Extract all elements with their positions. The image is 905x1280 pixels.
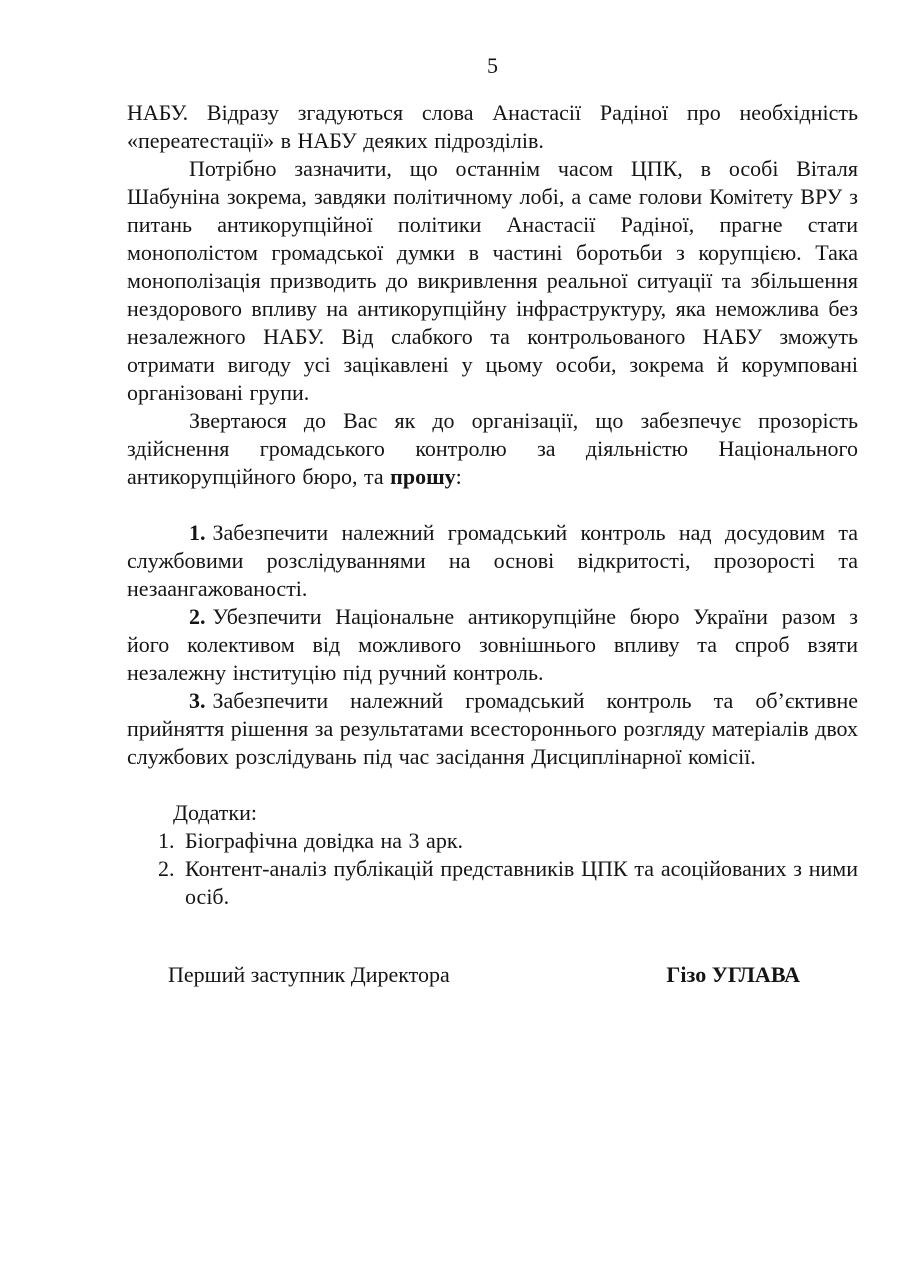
demand-item bbox=[127, 603, 858, 687]
demand-item bbox=[127, 519, 858, 603]
attachment-text: Біографічна довідка на 3 арк. bbox=[185, 828, 464, 853]
signature-title: Перший заступник Директора bbox=[168, 962, 450, 987]
appeal-colon: : bbox=[455, 464, 462, 489]
paragraph-appeal bbox=[127, 407, 858, 491]
attachment-item bbox=[127, 827, 858, 855]
signature-name: Гізо УГЛАВА bbox=[666, 962, 800, 987]
attachment-number: 2. bbox=[158, 856, 175, 881]
appeal-bold-word: прошу bbox=[390, 464, 456, 489]
demand-text: Забезпечити належний громадський контроль та об’єктивне прийняття рішення за результатами всестороннього розгляду матеріалів двох службових розслідувань під час засідання Дисциплінарної комісії. bbox=[127, 688, 859, 769]
attachments-section bbox=[127, 799, 858, 911]
blank-line bbox=[127, 491, 858, 519]
attachment-text: Контент-аналіз публікацій представників ЦПК та асоційованих з ними осіб. bbox=[185, 856, 858, 909]
demand-number: 2. bbox=[189, 604, 206, 629]
paragraph-monopoly: Потрібно зазначити, що останнім часом ЦПК, в особі Віталя Шабуніна зокрема, завдяки політичному лобі, а саме голови Комітету ВРУ з питань антикорупційної політики Анастасії Радіної, прагне стати монополістом громадської думки в частині боротьби з корупцією. Така монополізація призводить до викривлення реальної ситуації та збільшення нездорового впливу на антикорупційну інфраструктуру, яка неможлива без незалежного НАБУ. Від слабкого та контрольованого НАБУ зможуть отримати вигоду усі зацікавлені у цьому особи, зокрема й корумповані організовані групи. bbox=[127, 156, 858, 405]
demand-number: 3. bbox=[189, 688, 206, 713]
appeal-text: Звертаюся до Вас як до організації, що забезпечує прозорість здійснення громадського контролю за діяльністю Національного антикорупційного бюро, та bbox=[127, 408, 858, 489]
page-number: 5 bbox=[487, 53, 498, 78]
demand-text: Забезпечити належний громадський контроль над досудовим та службовими розслідуваннями на основі відкритості, прозорості та незаангажованості. bbox=[127, 520, 858, 601]
demand-text: Убезпечити Національне антикорупційне бюро України разом з його колективом від можливого зовнішнього впливу та спроб взяти незалежну інституцію під ручний контроль. bbox=[127, 604, 858, 685]
attachment-number: 1. bbox=[158, 828, 175, 853]
paragraph-continuation: НАБУ. Відразу згадуються слова Анастасії Радіної про необхідність «переатестації» в НАБУ деяких підрозділів. bbox=[127, 100, 858, 153]
demand-item bbox=[127, 687, 858, 771]
attachment-item bbox=[127, 855, 858, 911]
signature-row bbox=[127, 961, 858, 989]
demand-number: 1. bbox=[189, 520, 206, 545]
attachments-title: Додатки: bbox=[173, 800, 257, 825]
document-body bbox=[127, 99, 858, 989]
